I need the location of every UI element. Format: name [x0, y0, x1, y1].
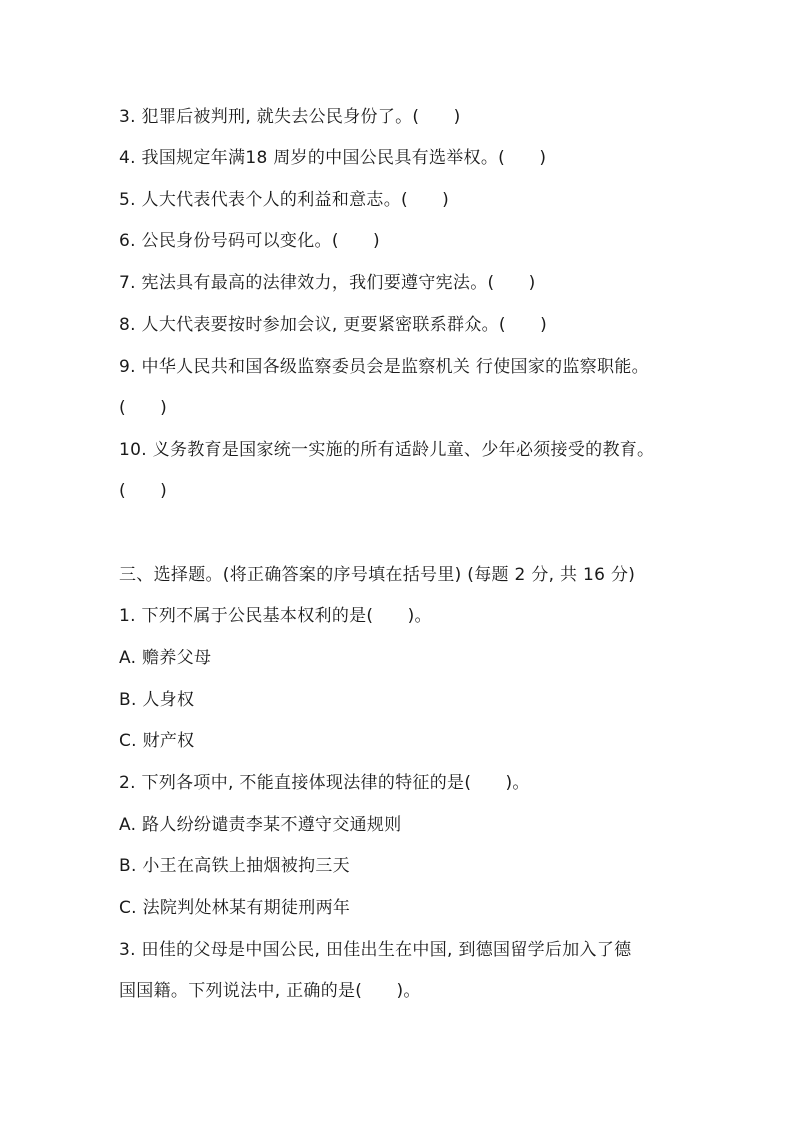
choice-q1-option-b: B. 人身权 — [119, 690, 195, 710]
tf-question-9-answer-blank: ( ) — [119, 398, 168, 418]
choice-question-1: 1. 下列不属于公民基本权利的是( )。 — [119, 606, 432, 626]
choice-q2-option-a: A. 路人纷纷谴责李某不遵守交通规则 — [119, 815, 402, 835]
choice-q2-option-c: C. 法院判处林某有期徒刑两年 — [119, 898, 351, 918]
tf-question-9: 9. 中华人民共和国各级监察委员会是监察机关 行使国家的监察职能。 — [119, 357, 649, 377]
choice-question-2: 2. 下列各项中, 不能直接体现法律的特征的是( )。 — [119, 773, 530, 793]
tf-question-8: 8. 人大代表要按时参加会议, 更要紧密联系群众。( ) — [119, 315, 548, 335]
choice-question-3: 3. 田佳的父母是中国公民, 田佳出生在中国, 到德国留学后加入了德 — [119, 940, 632, 960]
section-heading-choice: 三、选择题。(将正确答案的序号填在括号里) (每题 2 分, 共 16 分) — [119, 565, 636, 585]
tf-question-7: 7. 宪法具有最高的法律效力，我们要遵守宪法。( ) — [119, 273, 536, 293]
choice-q1-option-a: A. 赡养父母 — [119, 648, 212, 668]
tf-question-10-answer-blank: ( ) — [119, 481, 168, 501]
tf-question-10: 10. 义务教育是国家统一实施的所有适龄儿童、少年必须接受的教育。 — [119, 440, 655, 460]
tf-question-3: 3. 犯罪后被判刑, 就失去公民身份了。( ) — [119, 107, 461, 127]
tf-question-6: 6. 公民身份号码可以变化。( ) — [119, 231, 380, 251]
choice-question-3-continued: 国国籍。下列说法中, 正确的是( )。 — [119, 981, 421, 1001]
tf-question-4: 4. 我国规定年满18 周岁的中国公民具有选举权。( ) — [119, 148, 547, 168]
tf-question-5: 5. 人大代表代表个人的利益和意志。( ) — [119, 190, 450, 210]
choice-q1-option-c: C. 财产权 — [119, 731, 195, 751]
choice-q2-option-b: B. 小王在高铁上抽烟被拘三天 — [119, 856, 350, 876]
